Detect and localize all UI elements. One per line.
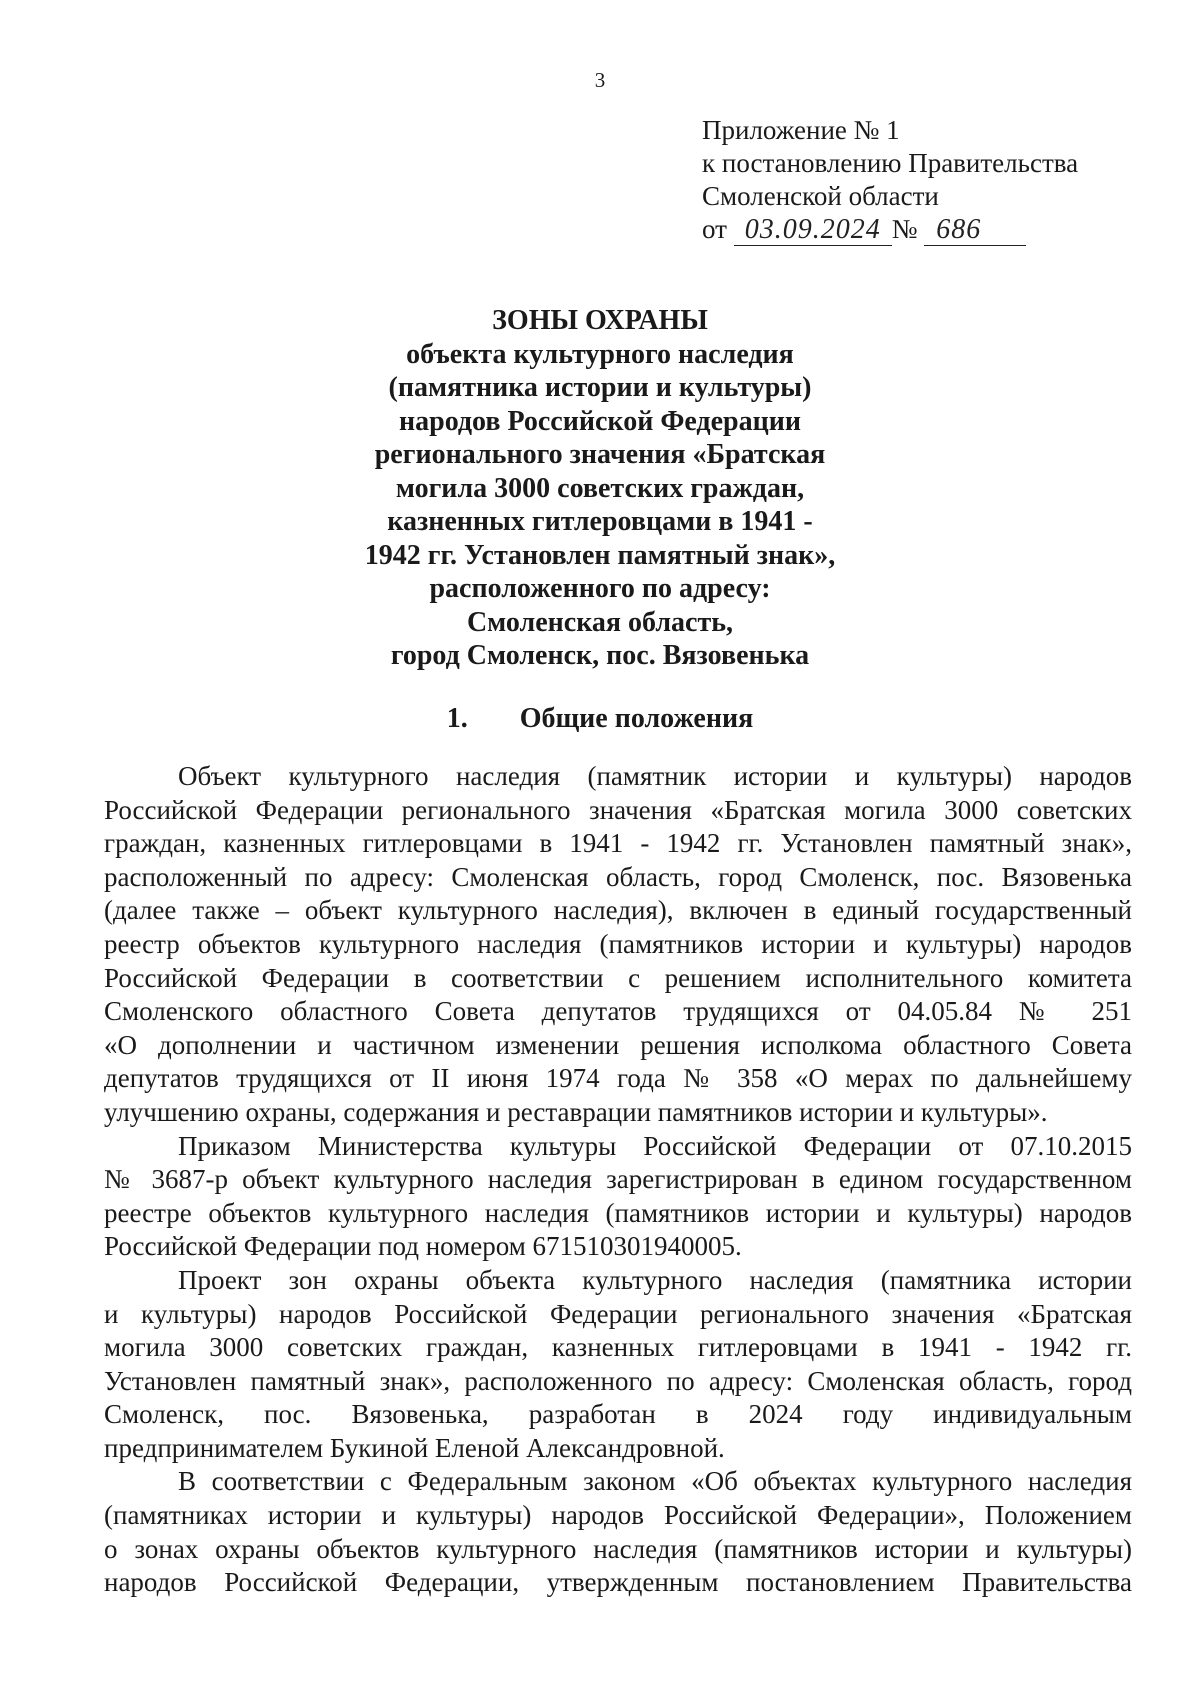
title-line: 1942 гг. Установлен памятный знак», — [364, 539, 836, 571]
title-line: регионального значения «Братская — [374, 439, 826, 470]
paragraph — [104, 1264, 1132, 1466]
section-heading — [150, 703, 1050, 735]
document-title — [150, 304, 1050, 673]
paragraph-line: Смоленск, пос. Вязовенька, разработан в 2024 году индивидуальным — [104, 1399, 1132, 1430]
paragraph-line: Объект культурного наследия (памятник истории и культуры) народов — [178, 761, 1132, 791]
appendix-region: Смоленской области — [702, 181, 939, 211]
handwritten-date: 03.09.2024 — [734, 215, 892, 246]
paragraph-line: Проект зон охраны объекта культурного наследия (памятника истории — [178, 1264, 1132, 1295]
appendix-header — [702, 114, 1142, 246]
title-line: народов Российской Федерации — [398, 405, 801, 437]
title-line: казненных гитлеровцами в 1941 - — [387, 506, 813, 537]
title-line: могила 3000 советских граждан, — [395, 472, 805, 504]
paragraph-line: Смоленского областного Совета депутатов трудящихся от 04.05.84 № 251 — [104, 996, 1132, 1027]
paragraph-line: Российской Федерации в соответствии с решением исполнительного комитета — [104, 962, 1132, 993]
title-line: ЗОНЫ ОХРАНЫ — [492, 305, 708, 336]
paragraph-line: улучшению охраны, содержания и реставрации памятников истории и культуры». — [104, 1096, 1048, 1127]
number-sign: № — [891, 214, 918, 244]
paragraph-line: депутатов трудящихся от II июня 1974 года № 358 «О мерах по дальнейшему — [104, 1063, 1132, 1094]
paragraph — [104, 1465, 1132, 1599]
paragraph — [104, 760, 1132, 1130]
page-number: 3 — [594, 68, 606, 92]
paragraph-line: Российской Федерации регионального значения «Братская могила 3000 советских — [104, 794, 1132, 825]
paragraph — [104, 1130, 1132, 1264]
paragraph-line: «О дополнении и частичном изменении решения исполкома областного Совета — [104, 1029, 1132, 1060]
title-line: Смоленская область, — [466, 606, 734, 638]
paragraph-line: Российской Федерации под номером 671510301940005. — [104, 1231, 742, 1262]
paragraph-line: предпринимателем Букиной Еленой Александровной. — [104, 1432, 725, 1463]
paragraph-line: расположенный по адресу: Смоленская область, город Смоленск, пос. Вязовенька — [104, 861, 1132, 892]
paragraph-line: В соответствии с Федеральным законом «Об объектах культурного наследия — [178, 1466, 1132, 1497]
paragraph-line: Приказом Министерства культуры Российской Федерации от 07.10.2015 — [178, 1130, 1132, 1161]
paragraph-line: реестре объектов культурного наследия (памятников истории и культуры) народов — [104, 1197, 1132, 1228]
paragraph-line: реестр объектов культурного наследия (памятников истории и культуры) народов — [104, 928, 1132, 959]
section-number: 1. — [446, 703, 468, 734]
paragraph-line: народов Российской Федерации, утвержденным постановлением Правительства — [104, 1567, 1132, 1598]
paragraph-line: граждан, казненных гитлеровцами в 1941 - 1942 гг. Установлен памятный знак», — [104, 828, 1132, 859]
paragraph-line: и культуры) народов Российской Федерации регионального значения «Братская — [104, 1298, 1132, 1329]
appendix-title: Приложение № 1 — [702, 115, 900, 145]
appendix-date-number-line — [702, 213, 1142, 246]
handwritten-number: 686 — [924, 215, 1026, 246]
paragraph-line: (памятниках истории и культуры) народов Российской Федерации», Положением — [104, 1500, 1132, 1531]
appendix-resolution-ref: к постановлению Правительства — [702, 148, 1079, 178]
section-title: Общие положения — [519, 703, 754, 734]
title-line: город Смоленск, пос. Вязовенька — [390, 640, 810, 671]
paragraph-line: Установлен памятный знак», расположенного по адресу: Смоленская область, город — [104, 1365, 1132, 1396]
title-line: (памятника истории и культуры) — [388, 372, 812, 403]
paragraph-line: № 3687-р объект культурного наследия зарегистрирован в едином государственном — [104, 1164, 1132, 1195]
paragraph-line: о зонах охраны объектов культурного наследия (памятников истории и культуры) — [104, 1533, 1132, 1564]
paragraph-line: (далее также – объект культурного наследия), включен в единый государственный — [104, 895, 1132, 926]
title-line: объекта культурного наследия — [406, 338, 794, 370]
body-text — [104, 760, 1132, 1600]
paragraph-line: могила 3000 советских граждан, казненных гитлеровцами в 1941 - 1942 гг. — [104, 1332, 1132, 1363]
title-line: расположенного по адресу: — [429, 573, 771, 604]
date-prefix: от — [702, 214, 727, 244]
